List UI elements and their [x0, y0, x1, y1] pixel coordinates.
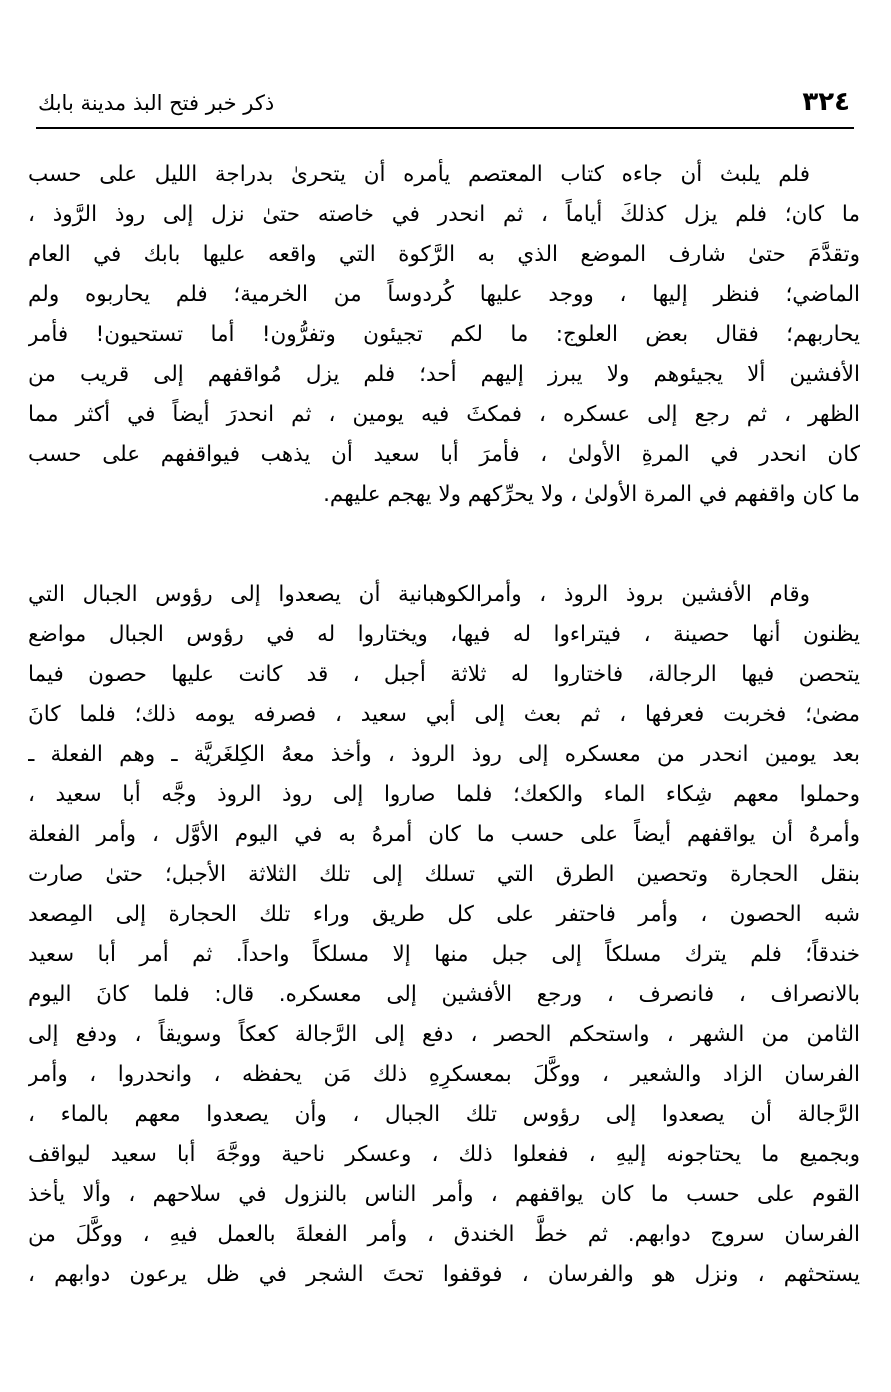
text-line: مضىٰ؛ فخربت فعرفها ، ثم بعث إلى أبي سعيد ، فصرفه يومه ذلك؛ فلما كانَ [28, 702, 860, 727]
text-line: وتقدَّمَ حتىٰ شارف الموضع الذي به الرَّكوة التي واقعه عليها بابك في العام [28, 242, 860, 267]
text-line: ما كان واقفهم في المرة الأولىٰ ، ولا يحرِّكهم ولا يهجم عليهم. [323, 482, 860, 507]
paragraph-1 [28, 155, 860, 515]
text-line: فلم يلبث أن جاءه كتاب المعتصم يأمره أن يتحرىٰ بدراجة الليل على حسب [28, 162, 810, 187]
text-line: القوم على حسب ما كان يواقفهم ، وأمر الناس بالنزول في سلاحهم ، وألا يأخذ [28, 1182, 860, 1207]
running-title: ذكر خبر فتح البذ مدينة بابك [38, 91, 275, 115]
text-line: وحملوا معهم شِكاء الماء والكعك؛ فلما صاروا إلى روذ الروذ وجَّه أبا سعيد ، [28, 782, 860, 807]
text-line: وأمرهُ أن يواقفهم أيضاً على حسب ما كان أمرهُ به في اليوم الأوَّل ، وأمر الفعلة [28, 822, 860, 847]
text-line: الفرسان سروج دوابهم. ثم خطَّ الخندق ، وأمر الفعلةَ بالعمل فيهِ ، ووكَّلَ من [28, 1222, 860, 1247]
header-divider [36, 127, 854, 129]
text-line: يتحصن فيها الرجالة، فاختاروا له ثلاثة أجبل ، قد كانت عليها حصون فيما [28, 662, 860, 687]
text-line: الأفشين ألا يجيئوهم ولا يبرز إليهم أحد؛ فلم يزل مُواقفهم إلى قريب من [28, 362, 860, 387]
text-line: الماضي؛ فنظر إليها ، ووجد عليها كُردوساً من الخرمية؛ فلم يحاربوه ولم [28, 282, 860, 307]
text-line: بعد يومين انحدر من معسكره إلى روذ الروذ ، وأخذ معهُ الكِلغَريَّة ـ وهم الفعلة ـ [28, 742, 860, 767]
text-line: خندقاً؛ فلم يترك مسلكاً إلى جبل منها إلا مسلكاً واحداً. ثم أمر أبا سعيد [28, 942, 860, 967]
text-line: ما كان؛ فلم يزل كذلكَ أياماً ، ثم انحدر في خاصته حتىٰ نزل إلى روذ الرَّوذ ، [28, 202, 860, 227]
text-line: الرَّجالة أن يصعدوا إلى رؤوس تلك الجبال ، وأن يصعدوا معهم بالماء ، [28, 1102, 860, 1127]
text-line: يستحثهم ، ونزل هو والفرسان ، فوقفوا تحتَ الشجر في ظل يرعون دوابهم ، [28, 1262, 860, 1287]
page-number: ٣٢٤ [802, 87, 850, 117]
text-line: بنقل الحجارة وتحصين الطرق التي تسلك إلى تلك الثلاثة الأجبل؛ حتىٰ صارت [28, 862, 860, 887]
text-line: بالانصراف ، فانصرف ، ورجع الأفشين إلى معسكره. قال: فلما كانَ اليوم [28, 982, 860, 1007]
text-line: يظنون أنها حصينة ، فيتراءوا له فيها، ويختاروا له في رؤوس الجبال مواضع [28, 622, 860, 647]
text-line: الثامن من الشهر ، واستحكم الحصر ، دفع إلى الرَّجالة كعكاً وسويقاً ، ودفع إلى [28, 1022, 860, 1047]
text-line: يحاربهم؛ فقال بعض العلوج: ما لكم تجيئون وتفرُّون! أما تستحيون! فأمر [28, 322, 860, 347]
text-line: وبجميع ما يحتاجونه إليهِ ، ففعلوا ذلك ، وعسكر ناحية ووجَّهَ أبا سعيد ليواقف [28, 1142, 860, 1167]
text-line: كان انحدر في المرةِ الأولىٰ ، فأمرَ أبا سعيد أن يذهب فيواقفهم على حسب [28, 442, 860, 467]
text-line: وقام الأفشين بروذ الروذ ، وأمرالكوهبانية أن يصعدوا إلى رؤوس الجبال التي [28, 582, 810, 607]
text-line: الظهر ، ثم رجع إلى عسكره ، فمكثَ فيه يومين ، ثم انحدرَ أيضاً في أكثر مما [28, 402, 860, 427]
text-line: الفرسان الزاد والشعير ، ووكَّلَ بمعسكرِهِ ذلك مَن يحفظه ، وانحدروا ، وأمر [28, 1062, 860, 1087]
paragraph-2 [28, 575, 860, 1295]
text-line: شبه الحصون ، وأمر فاحتفر على كل طريق وراء تلك الحجارة إلى المِصعد [28, 902, 860, 927]
page-header [38, 84, 850, 124]
